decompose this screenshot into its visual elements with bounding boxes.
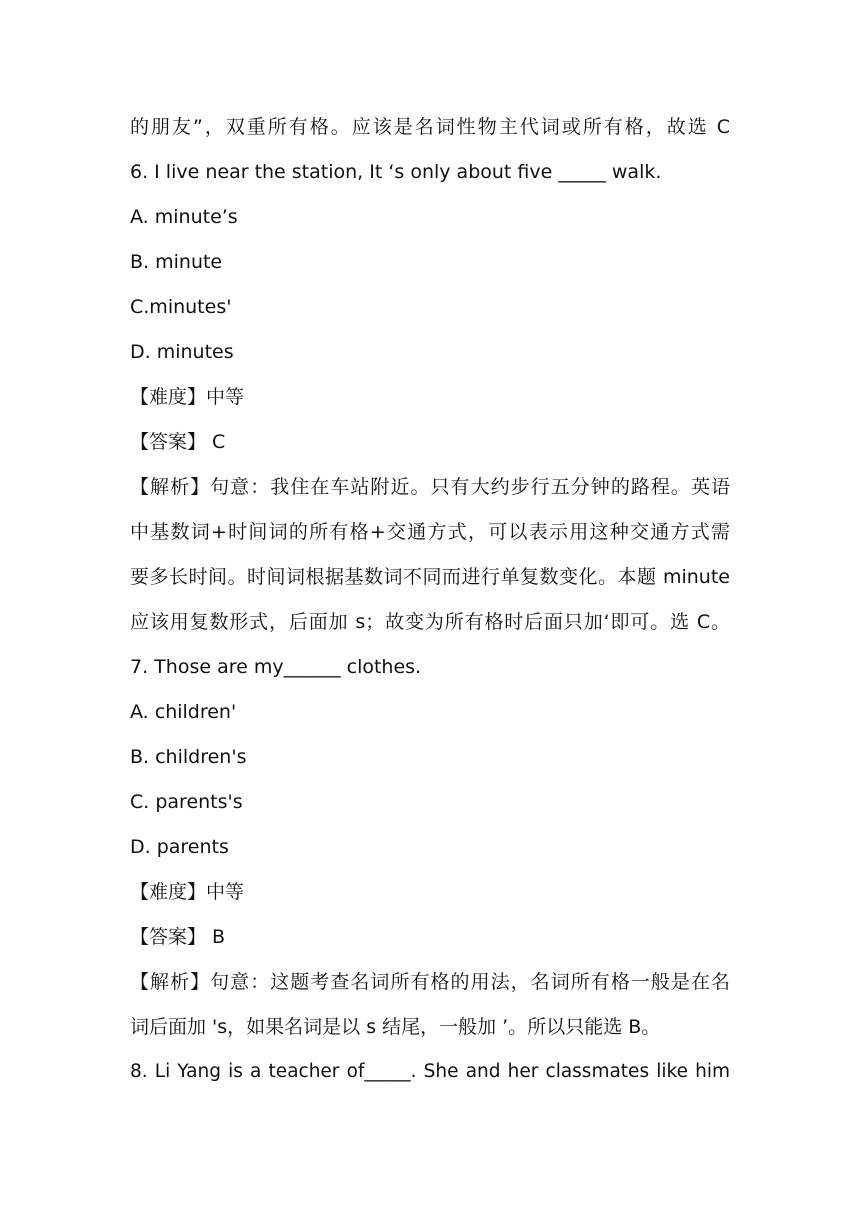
answer-label: 【答案】 C <box>130 431 226 453</box>
option-b: B. children's <box>130 746 247 768</box>
explanation-line: 词后面加 's，如果名词是以 s 结尾，一般加 ’。所以只能选 B。 <box>130 1016 661 1038</box>
explanation-line: 应该用复数形式，后面加 s；故变为所有格时后面只加‘即可。选 C。 <box>130 611 730 633</box>
question-8: 8. Li Yang is a teacher of_____. She and her classmates like him <box>130 1061 730 1082</box>
question-6: 6. I live near the station, It ‘s only about five _____ walk. <box>130 161 662 183</box>
explanation-line: 【解析】句意：我住在车站附近。只有大约步行五分钟的路程。英语 <box>130 476 730 498</box>
explanation-line: 【解析】句意：这题考查名词所有格的用法，名词所有格一般是在名 <box>130 971 730 993</box>
option-b: B. minute <box>130 251 223 273</box>
difficulty-label: 【难度】中等 <box>130 386 245 408</box>
option-a: A. children' <box>130 701 237 723</box>
option-a: A. minute’s <box>130 206 238 228</box>
option-d: D. parents <box>130 836 229 858</box>
question-7: 7. Those are my______ clothes. <box>130 656 422 678</box>
option-d: D. minutes <box>130 341 234 363</box>
explanation-line: 中基数词+时间词的所有格+交通方式，可以表示用这种交通方式需 <box>130 521 730 543</box>
option-c: C. parents's <box>130 791 243 813</box>
text-line: 的朋友”，双重所有格。应该是名词性物主代词或所有格，故选 C <box>130 116 730 138</box>
answer-label: 【答案】 B <box>130 926 226 948</box>
option-c: C.minutes' <box>130 296 232 318</box>
explanation-line: 要多长时间。时间词根据基数词不同而进行单复数变化。本题 minute <box>130 566 730 588</box>
difficulty-label: 【难度】中等 <box>130 881 245 903</box>
